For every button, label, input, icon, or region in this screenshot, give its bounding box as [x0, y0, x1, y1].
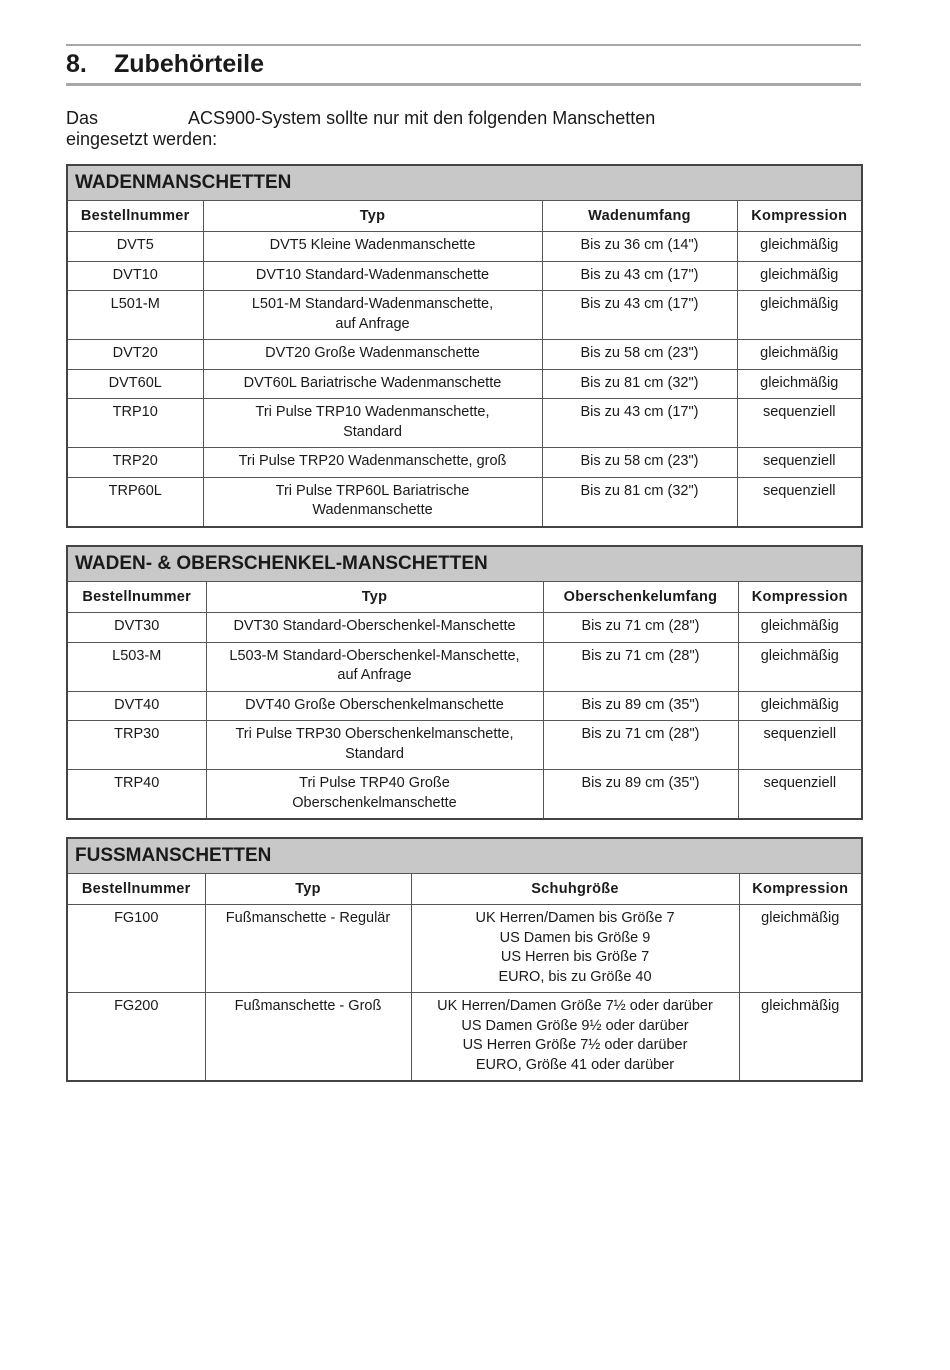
order-number-cell: FG200	[67, 993, 205, 1082]
circumference-cell: Bis zu 43 cm (17")	[542, 291, 737, 340]
type-cell: Tri Pulse TRP60L Bariatrische Wadenmanschette	[203, 477, 542, 527]
column-header-order-number: Bestellnummer	[67, 874, 205, 905]
table-row	[67, 369, 862, 399]
table-row	[67, 477, 862, 527]
order-number-cell: TRP30	[67, 721, 206, 770]
compression-cell: gleichmäßig	[738, 642, 862, 691]
type-cell: L501-M Standard-Wadenmanschette, auf Anfrage	[203, 291, 542, 340]
intro-part-3: eingesetzt werden:	[66, 129, 218, 149]
table-row	[67, 291, 862, 340]
column-header-shoe-size: Schuhgröße	[411, 874, 739, 905]
column-header-type: Typ	[206, 582, 543, 613]
compression-cell: sequenziell	[737, 477, 862, 527]
section-heading	[66, 48, 264, 80]
table-title: WADENMANSCHETTEN	[67, 165, 862, 201]
table-row	[67, 340, 862, 370]
circumference-cell: Bis zu 36 cm (14")	[542, 232, 737, 262]
circumference-cell: Bis zu 89 cm (35")	[543, 770, 738, 820]
compression-cell: sequenziell	[737, 399, 862, 448]
table-row	[67, 721, 862, 770]
circumference-cell: Bis zu 58 cm (23")	[542, 448, 737, 478]
compression-cell: gleichmäßig	[737, 291, 862, 340]
column-header-compression: Kompression	[738, 582, 862, 613]
intro-part-2: ACS900-System sollte nur mit den folgenden Manschetten	[188, 108, 656, 128]
table-title: WADEN- & OBERSCHENKEL-MANSCHETTEN	[67, 546, 862, 582]
circumference-cell: Bis zu 58 cm (23")	[542, 340, 737, 370]
compression-cell: sequenziell	[737, 448, 862, 478]
compression-cell: gleichmäßig	[738, 691, 862, 721]
table-row	[67, 770, 862, 820]
thigh-cuffs-table	[66, 545, 863, 820]
section-title: Zubehörteile	[114, 50, 265, 78]
calf-cuffs-table	[66, 164, 863, 528]
type-cell: Tri Pulse TRP40 Große Oberschenkelmanschette	[206, 770, 543, 820]
order-number-cell: TRP60L	[67, 477, 203, 527]
circumference-cell: Bis zu 81 cm (32")	[542, 477, 737, 527]
order-number-cell: TRP10	[67, 399, 203, 448]
top-rule	[66, 44, 861, 46]
circumference-cell: Bis zu 43 cm (17")	[542, 399, 737, 448]
compression-cell: gleichmäßig	[738, 613, 862, 643]
compression-cell: sequenziell	[738, 721, 862, 770]
order-number-cell: TRP40	[67, 770, 206, 820]
circumference-cell: Bis zu 81 cm (32")	[542, 369, 737, 399]
bottom-rule	[66, 83, 861, 86]
compression-cell: gleichmäßig	[739, 993, 862, 1082]
table-row	[67, 399, 862, 448]
table-row	[67, 691, 862, 721]
type-cell: DVT10 Standard-Wadenmanschette	[203, 261, 542, 291]
order-number-cell: DVT10	[67, 261, 203, 291]
compression-cell: gleichmäßig	[737, 261, 862, 291]
type-cell: DVT30 Standard-Oberschenkel-Manschette	[206, 613, 543, 643]
column-header-compression: Kompression	[739, 874, 862, 905]
compression-cell: gleichmäßig	[737, 232, 862, 262]
compression-cell: gleichmäßig	[737, 340, 862, 370]
circumference-cell: Bis zu 43 cm (17")	[542, 261, 737, 291]
type-cell: L503-M Standard-Oberschenkel-Manschette, auf Anfrage	[206, 642, 543, 691]
type-cell: Fußmanschette - Groß	[205, 993, 411, 1082]
table-row	[67, 613, 862, 643]
table-row	[67, 993, 862, 1082]
circumference-cell: Bis zu 71 cm (28")	[543, 613, 738, 643]
column-header-type: Typ	[203, 201, 542, 232]
table-row	[67, 261, 862, 291]
circumference-cell: Bis zu 89 cm (35")	[543, 691, 738, 721]
order-number-cell: TRP20	[67, 448, 203, 478]
column-header-type: Typ	[205, 874, 411, 905]
table-title: FUSSMANSCHETTEN	[67, 838, 862, 874]
type-cell: Tri Pulse TRP20 Wadenmanschette, groß	[203, 448, 542, 478]
column-header-order-number: Bestellnummer	[67, 201, 203, 232]
column-header-order-number: Bestellnummer	[67, 582, 206, 613]
table-row	[67, 232, 862, 262]
compression-cell: sequenziell	[738, 770, 862, 820]
shoe-size-cell: UK Herren/Damen Größe 7½ oder darüber US Damen Größe 9½ oder darüber US Herren Größe 7½ oder darüber EURO, Größe 41 oder darüber	[411, 993, 739, 1082]
type-cell: DVT20 Große Wadenmanschette	[203, 340, 542, 370]
type-cell: DVT60L Bariatrische Wadenmanschette	[203, 369, 542, 399]
compression-cell: gleichmäßig	[739, 905, 862, 993]
foot-cuffs-table	[66, 837, 863, 1082]
column-header-calf-circumference: Wadenumfang	[542, 201, 737, 232]
circumference-cell: Bis zu 71 cm (28")	[543, 642, 738, 691]
intro-text	[66, 108, 766, 150]
order-number-cell: L501-M	[67, 291, 203, 340]
order-number-cell: FG100	[67, 905, 205, 993]
type-cell: Fußmanschette - Regulär	[205, 905, 411, 993]
type-cell: DVT40 Große Oberschenkelmanschette	[206, 691, 543, 721]
table-row	[67, 905, 862, 993]
table-row	[67, 642, 862, 691]
circumference-cell: Bis zu 71 cm (28")	[543, 721, 738, 770]
order-number-cell: DVT30	[67, 613, 206, 643]
order-number-cell: DVT60L	[67, 369, 203, 399]
shoe-size-cell: UK Herren/Damen bis Größe 7 US Damen bis Größe 9 US Herren bis Größe 7 EURO, bis zu Größe 40	[411, 905, 739, 993]
intro-part-1: Das	[66, 108, 99, 128]
section-number: 8.	[66, 50, 87, 78]
order-number-cell: DVT5	[67, 232, 203, 262]
type-cell: DVT5 Kleine Wadenmanschette	[203, 232, 542, 262]
table-row	[67, 448, 862, 478]
column-header-thigh-circumference: Oberschenkelumfang	[543, 582, 738, 613]
type-cell: Tri Pulse TRP30 Oberschenkelmanschette, Standard	[206, 721, 543, 770]
order-number-cell: DVT20	[67, 340, 203, 370]
compression-cell: gleichmäßig	[737, 369, 862, 399]
column-header-compression: Kompression	[737, 201, 862, 232]
type-cell: Tri Pulse TRP10 Wadenmanschette, Standard	[203, 399, 542, 448]
order-number-cell: DVT40	[67, 691, 206, 721]
order-number-cell: L503-M	[67, 642, 206, 691]
